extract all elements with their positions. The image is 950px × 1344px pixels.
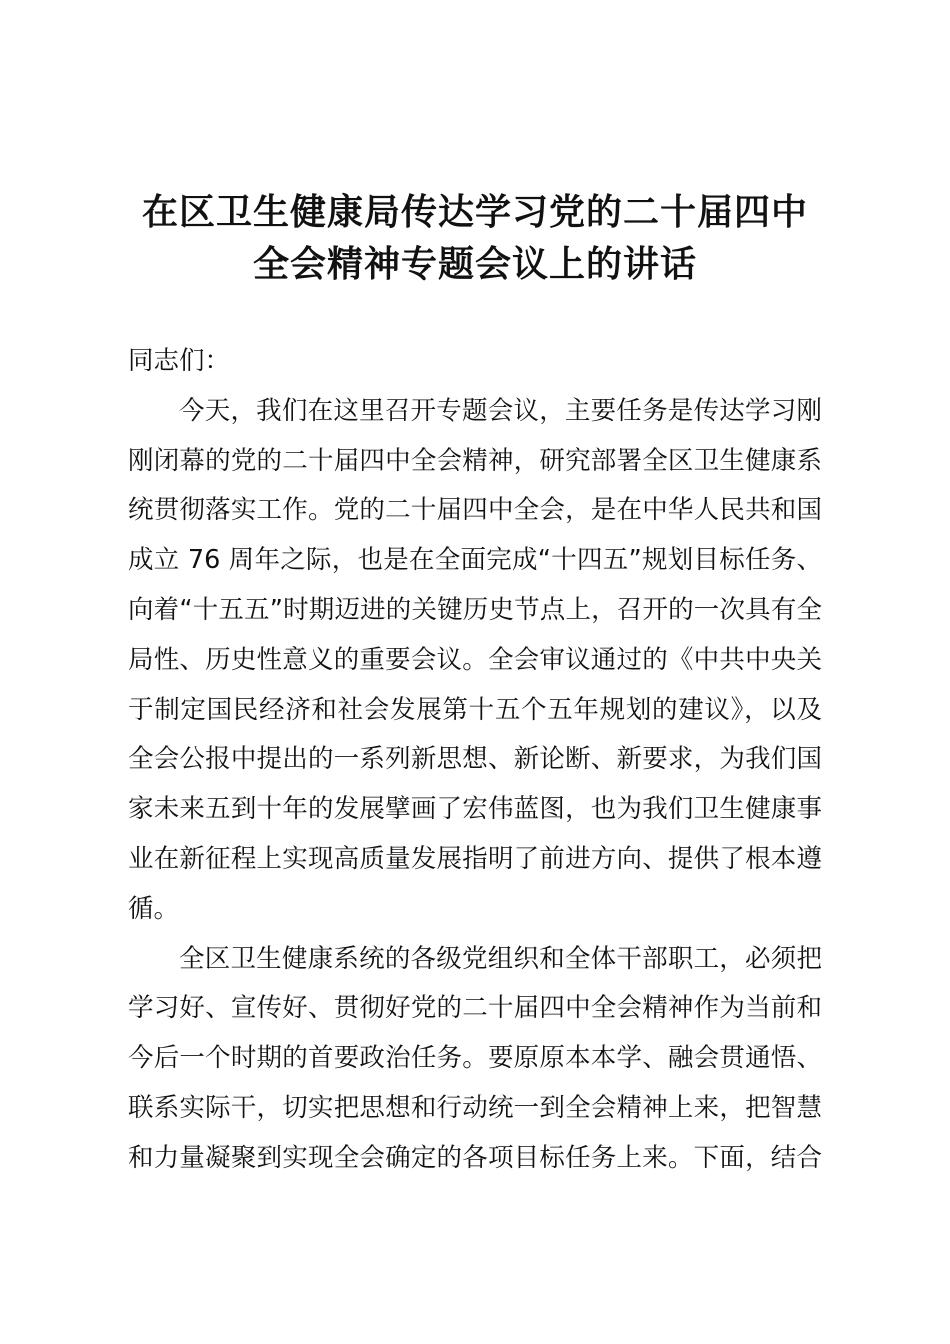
paragraph-line: 于制定国民经济和社会发展第十五个五年规划的建议》，以及 — [128, 694, 822, 725]
paragraph-line: 学习好、宣传好、贯彻好党的二十届四中全会精神作为当前和 — [128, 993, 822, 1024]
paragraph-line: 今后一个时期的首要政治任务。要原原本本学、融会贯通悟、 — [128, 1043, 822, 1074]
paragraph-line: 统贯彻落实工作。党的二十届四中全会，是在中华人民共和国 — [128, 495, 822, 526]
salutation: 同志们： — [128, 346, 231, 376]
paragraph-line: 循。 — [128, 893, 180, 924]
paragraph-line: 刚闭幕的党的二十届四中全会精神，研究部署全区卫生健康系 — [128, 445, 822, 476]
document-title-line-2: 全会精神专题会议上的讲话 — [252, 244, 697, 285]
document-title-line-1: 在区卫生健康局传达学习党的二十届四中 — [141, 192, 808, 233]
document-body — [128, 337, 822, 1184]
paragraph-line: 业在新征程上实现高质量发展指明了前进方向、提供了根本遵 — [128, 843, 822, 874]
paragraph-line: 和力量凝聚到实现全会确定的各项目标任务上来。下面，结合 — [128, 1142, 822, 1173]
paragraph-line: 今天，我们在这里召开专题会议，主要任务是传达学习刚 — [179, 395, 822, 426]
paragraph-2 — [128, 935, 822, 1184]
paragraph-line: 向着“十五五”时期迈进的关键历史节点上，召开的一次具有全 — [128, 594, 822, 625]
paragraph-line: 家未来五到十年的发展擘画了宏伟蓝图，也为我们卫生健康事 — [128, 794, 822, 825]
paragraph-line: 全区卫生健康系统的各级党组织和全体干部职工，必须把 — [179, 943, 822, 974]
paragraph-line: 联系实际干，切实把思想和行动统一到全会精神上来，把智慧 — [128, 1092, 822, 1123]
paragraph-1 — [128, 387, 822, 935]
paragraph-line: 局性、历史性意义的重要会议。全会审议通过的《中共中央关 — [128, 644, 822, 675]
paragraph-line: 成立 76 周年之际，也是在全面完成“十四五”规划目标任务、 — [128, 545, 822, 576]
paragraph-line: 全会公报中提出的一系列新思想、新论断、新要求，为我们国 — [128, 744, 822, 775]
